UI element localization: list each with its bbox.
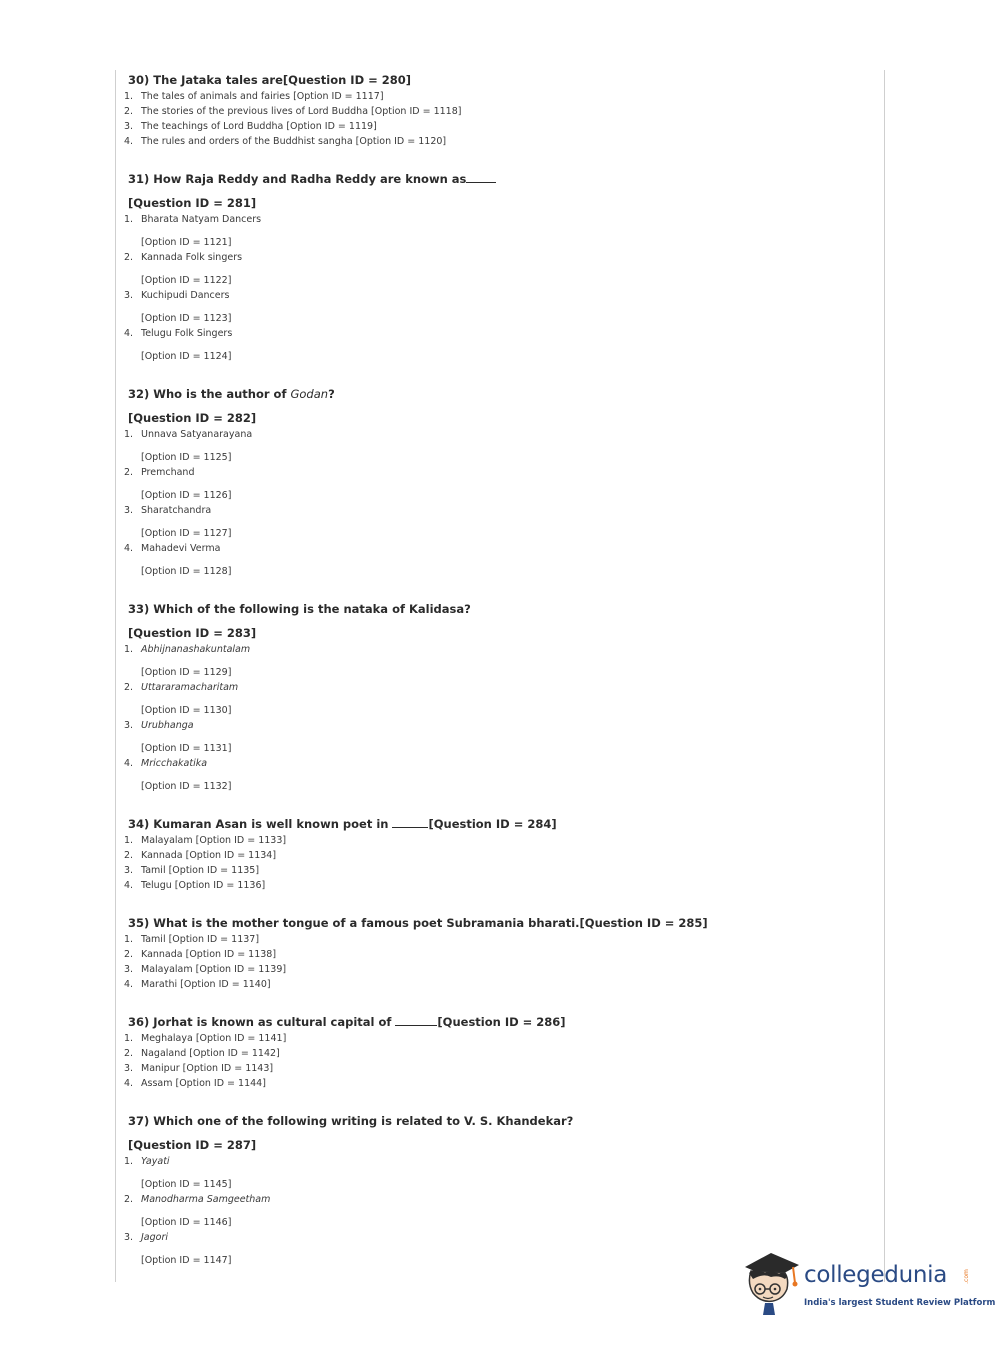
option-item bbox=[124, 1076, 876, 1091]
option-number: 4. bbox=[124, 880, 134, 891]
question-id: [Question ID = 281] bbox=[128, 196, 257, 210]
question-title bbox=[128, 72, 876, 88]
question-number: 37) bbox=[128, 1114, 150, 1128]
brand-name: collegedunia bbox=[804, 1262, 948, 1288]
option-number: 2. bbox=[124, 1194, 134, 1205]
question-text: Which of the following is the nataka of Kalidasa? bbox=[153, 602, 471, 616]
option-id: [Option ID = 1132] bbox=[141, 781, 232, 792]
option-item bbox=[124, 642, 876, 657]
option-text: Malayalam [Option ID = 1133] bbox=[141, 835, 287, 846]
question-30 bbox=[124, 72, 876, 149]
option-number: 3. bbox=[124, 720, 134, 731]
option-text: Assam [Option ID = 1144] bbox=[141, 1078, 266, 1089]
question-id: [Question ID = 287] bbox=[128, 1138, 257, 1152]
option-number: 1. bbox=[124, 91, 134, 102]
option-item bbox=[124, 134, 876, 149]
option-item bbox=[124, 503, 876, 518]
option-item bbox=[124, 1061, 876, 1076]
option-id: [Option ID = 1145] bbox=[141, 1179, 232, 1190]
option-number: 1. bbox=[124, 644, 134, 655]
option-item bbox=[124, 962, 876, 977]
question-number: 33) bbox=[128, 602, 150, 616]
question-number: 36) bbox=[128, 1015, 150, 1029]
option-id: [Option ID = 1121] bbox=[141, 237, 232, 248]
question-number: 30) bbox=[128, 73, 150, 87]
option-text: Bharata Natyam Dancers bbox=[141, 214, 262, 225]
option-text: Yayati bbox=[141, 1156, 170, 1167]
answer-blank bbox=[466, 172, 496, 183]
answer-blank bbox=[392, 817, 428, 828]
option-item bbox=[124, 977, 876, 992]
option-text: Mahadevi Verma bbox=[141, 543, 221, 554]
option-id: [Option ID = 1124] bbox=[141, 351, 232, 362]
option-number: 3. bbox=[124, 964, 134, 975]
option-id: [Option ID = 1126] bbox=[141, 490, 232, 501]
option-id: [Option ID = 1130] bbox=[141, 705, 232, 716]
question-37 bbox=[124, 1113, 876, 1268]
option-item bbox=[124, 1046, 876, 1061]
question-id: [Question ID = 280] bbox=[282, 73, 412, 87]
option-id: [Option ID = 1146] bbox=[141, 1217, 232, 1228]
question-id: [Question ID = 284] bbox=[428, 817, 557, 831]
question-text: Who is the author of bbox=[153, 387, 287, 401]
question-35 bbox=[124, 915, 876, 992]
option-number: 3. bbox=[124, 121, 134, 132]
option-number: 4. bbox=[124, 328, 134, 339]
option-text: Kannada [Option ID = 1134] bbox=[141, 850, 277, 861]
option-id: [Option ID = 1147] bbox=[141, 1255, 232, 1266]
question-list bbox=[124, 72, 876, 1283]
option-text: The stories of the previous lives of Lord Buddha [Option ID = 1118] bbox=[141, 106, 462, 117]
option-item bbox=[124, 1154, 876, 1169]
option-number: 1. bbox=[124, 934, 134, 945]
option-id: [Option ID = 1129] bbox=[141, 667, 232, 678]
question-id: [Question ID = 282] bbox=[128, 411, 257, 425]
option-number: 4. bbox=[124, 136, 134, 147]
option-number: 1. bbox=[124, 1033, 134, 1044]
question-mark: ? bbox=[328, 387, 335, 401]
option-id: [Option ID = 1127] bbox=[141, 528, 232, 539]
question-number: 31) bbox=[128, 172, 150, 186]
option-item bbox=[124, 541, 876, 556]
right-margin-rule bbox=[884, 70, 885, 1282]
question-number: 35) bbox=[128, 916, 150, 930]
option-text: Kannada [Option ID = 1138] bbox=[141, 949, 277, 960]
option-text: Tamil [Option ID = 1137] bbox=[141, 934, 260, 945]
option-text: Jagori bbox=[141, 1232, 169, 1243]
question-32 bbox=[124, 386, 876, 579]
option-text: Meghalaya [Option ID = 1141] bbox=[141, 1033, 287, 1044]
option-number: 3. bbox=[124, 290, 134, 301]
question-number: 34) bbox=[128, 817, 150, 831]
option-text: The tales of animals and fairies [Option ID = 1117] bbox=[141, 91, 384, 102]
option-number: 2. bbox=[124, 467, 134, 478]
option-number: 2. bbox=[124, 1048, 134, 1059]
question-id: [Question ID = 283] bbox=[128, 626, 257, 640]
question-text: Which one of the following writing is related to V. S. Khandekar? bbox=[153, 1114, 574, 1128]
mascot-icon bbox=[741, 1249, 803, 1321]
option-item bbox=[124, 326, 876, 341]
question-title bbox=[128, 601, 876, 617]
question-title bbox=[128, 386, 876, 402]
option-number: 4. bbox=[124, 758, 134, 769]
option-id: [Option ID = 1122] bbox=[141, 275, 232, 286]
option-item bbox=[124, 104, 876, 119]
question-text: How Raja Reddy and Radha Reddy are known as bbox=[153, 172, 467, 186]
option-item bbox=[124, 119, 876, 134]
option-number: 1. bbox=[124, 429, 134, 440]
question-title bbox=[128, 915, 876, 931]
question-33 bbox=[124, 601, 876, 794]
option-item bbox=[124, 932, 876, 947]
option-text: Manipur [Option ID = 1143] bbox=[141, 1063, 274, 1074]
option-number: 2. bbox=[124, 682, 134, 693]
option-item bbox=[124, 848, 876, 863]
option-item bbox=[124, 718, 876, 733]
option-number: 1. bbox=[124, 835, 134, 846]
option-number: 3. bbox=[124, 1232, 134, 1243]
question-title bbox=[128, 171, 876, 187]
option-text: Nagaland [Option ID = 1142] bbox=[141, 1048, 280, 1059]
option-number: 2. bbox=[124, 252, 134, 263]
question-text: The Jataka tales are bbox=[153, 73, 283, 87]
option-number: 2. bbox=[124, 850, 134, 861]
option-text: Marathi [Option ID = 1140] bbox=[141, 979, 271, 990]
option-text: Mricchakatika bbox=[141, 758, 208, 769]
option-number: 2. bbox=[124, 106, 134, 117]
collegedunia-logo[interactable] bbox=[741, 1249, 996, 1321]
left-margin-rule bbox=[115, 70, 116, 1282]
option-text: Telugu Folk Singers bbox=[141, 328, 233, 339]
question-text: Kumaran Asan is well known poet in bbox=[153, 817, 389, 831]
question-title bbox=[128, 1113, 876, 1129]
option-item bbox=[124, 465, 876, 480]
option-text: Manodharma Samgeetham bbox=[141, 1194, 271, 1205]
option-item bbox=[124, 1031, 876, 1046]
option-number: 1. bbox=[124, 214, 134, 225]
option-item bbox=[124, 1230, 876, 1245]
option-number: 1. bbox=[124, 1156, 134, 1167]
option-text: The teachings of Lord Buddha [Option ID = 1119] bbox=[141, 121, 377, 132]
book-title: Godan bbox=[290, 387, 329, 401]
option-text: Uttararamacharitam bbox=[141, 682, 239, 693]
question-34 bbox=[124, 816, 876, 893]
option-text: Abhijnanashakuntalam bbox=[141, 644, 251, 655]
option-item bbox=[124, 947, 876, 962]
question-id: [Question ID = 286] bbox=[437, 1015, 566, 1029]
option-text: Urubhanga bbox=[141, 720, 194, 731]
question-text: What is the mother tongue of a famous poet Subramania bharati. bbox=[153, 916, 580, 930]
question-title bbox=[128, 816, 876, 832]
question-36 bbox=[124, 1014, 876, 1091]
question-text: Jorhat is known as cultural capital of bbox=[153, 1015, 392, 1029]
option-text: Malayalam [Option ID = 1139] bbox=[141, 964, 287, 975]
brand-tagline: India's largest Student Review Platform bbox=[804, 1298, 996, 1308]
option-item bbox=[124, 427, 876, 442]
option-text: The rules and orders of the Buddhist sangha [Option ID = 1120] bbox=[141, 136, 447, 147]
option-number: 4. bbox=[124, 543, 134, 554]
option-item bbox=[124, 288, 876, 303]
option-number: 4. bbox=[124, 1078, 134, 1089]
option-item bbox=[124, 878, 876, 893]
option-item bbox=[124, 89, 876, 104]
option-item bbox=[124, 756, 876, 771]
option-id: [Option ID = 1125] bbox=[141, 452, 232, 463]
question-number: 32) bbox=[128, 387, 150, 401]
question-id: [Question ID = 285] bbox=[579, 916, 708, 930]
option-number: 4. bbox=[124, 979, 134, 990]
option-text: Kuchipudi Dancers bbox=[141, 290, 230, 301]
option-item bbox=[124, 680, 876, 695]
option-item bbox=[124, 863, 876, 878]
option-text: Tamil [Option ID = 1135] bbox=[141, 865, 260, 876]
option-number: 3. bbox=[124, 1063, 134, 1074]
option-text: Premchand bbox=[141, 467, 195, 478]
option-text: Unnava Satyanarayana bbox=[141, 429, 253, 440]
question-title bbox=[128, 1014, 876, 1030]
question-31 bbox=[124, 171, 876, 364]
option-id: [Option ID = 1123] bbox=[141, 313, 232, 324]
option-id: [Option ID = 1128] bbox=[141, 566, 232, 577]
option-item bbox=[124, 212, 876, 227]
option-item bbox=[124, 1192, 876, 1207]
option-number: 2. bbox=[124, 949, 134, 960]
brand-suffix: .com bbox=[962, 1269, 970, 1284]
option-item bbox=[124, 250, 876, 265]
option-id: [Option ID = 1131] bbox=[141, 743, 232, 754]
option-text: Kannada Folk singers bbox=[141, 252, 243, 263]
option-item bbox=[124, 833, 876, 848]
option-number: 3. bbox=[124, 505, 134, 516]
option-text: Telugu [Option ID = 1136] bbox=[141, 880, 266, 891]
option-text: Sharatchandra bbox=[141, 505, 212, 516]
answer-blank bbox=[395, 1015, 437, 1026]
option-number: 3. bbox=[124, 865, 134, 876]
